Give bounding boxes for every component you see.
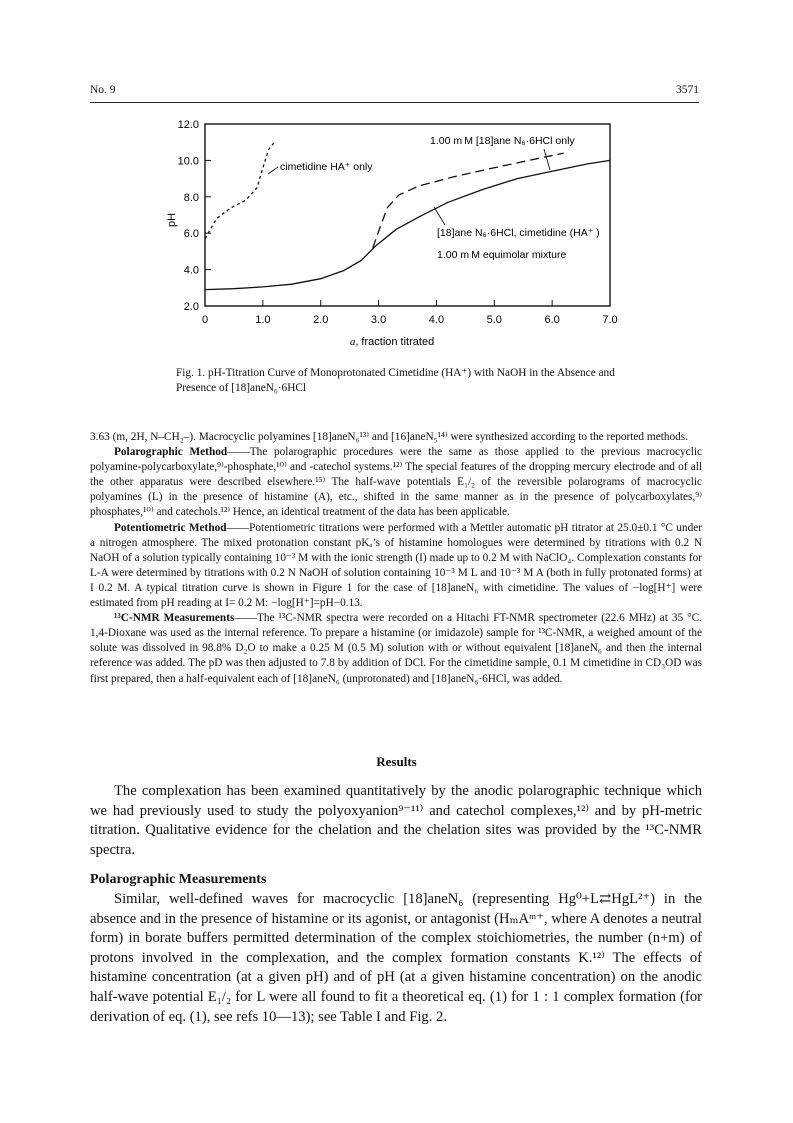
y-axis-label: pH xyxy=(166,212,178,228)
figure-caption: Fig. 1. pH-Titration Curve of Monoprotonated Cimetidine (HA⁺) with NaOH in the Absence and Presence of [18]aneN₆·6HCl xyxy=(176,367,615,394)
results-section xyxy=(90,782,702,1027)
results-heading: Results xyxy=(376,754,417,769)
journal-number: No. 9 xyxy=(90,84,116,96)
methods-para-potentiometric xyxy=(90,521,702,612)
x-axis-symbol: a xyxy=(349,336,356,348)
curves xyxy=(205,142,610,289)
x-tick-label: 3.0 xyxy=(370,314,387,326)
nmr-measurements-text: ——The ¹³C-NMR spectra were recorded on a Hitachi FT-NMR spectrometer (22.6 MHz) at 35 °C. 1,4-Dioxane was used as the internal reference. To prepare a histamine (or imidazole) sample for ¹³C-NMR, a weighed amount of the solute was dissolved in 98.8% D₂O to make a 0.25 M (0.5 M) solution with or without equivalent [18]aneN₆ and then the internal reference was added. The pD was then adjusted to 7.8 by addition of DCl. For the cimetidine sample, 0.1 M cimetidine in CD₃OD was first prepared, then a half-equivalent each of [18]aneN₆ (unprotonated) and [18]aneN₆·6HCl, was added. xyxy=(90,612,702,685)
arrow-cimetidine xyxy=(268,167,278,174)
results-para-intro: The complexation has been examined quantitatively by the anodic polarographic technique which we had previously used to study the polyoxyanion⁹⁻¹¹⁾ and catechol complexes,¹²⁾ and by pH-metric titration. Qualitative evidence for the chelation and the chelation sites was provided by the ¹³C-NMR spectra. xyxy=(90,783,702,858)
y-tick-label: 8.0 xyxy=(183,191,199,204)
x-tick-label: 1.0 xyxy=(255,314,271,326)
x-axis-label xyxy=(350,336,434,348)
arrow-mixture xyxy=(434,207,445,225)
x-tick-label: 2.0 xyxy=(313,314,329,326)
y-tick-label: 12.0 xyxy=(177,119,199,131)
nmr-measurements-heading: ¹³C-NMR Measurements xyxy=(114,612,235,625)
x-tick-label: 4.0 xyxy=(428,314,445,326)
x-tick-label: 5.0 xyxy=(486,314,502,326)
potentiometric-method-heading: Potentiometric Method xyxy=(114,521,227,534)
x-tick-label: 7.0 xyxy=(602,314,618,326)
methods-para-nmr xyxy=(90,611,702,686)
y-tick-label: 4.0 xyxy=(183,264,199,277)
x-tick-label: 0 xyxy=(201,314,209,326)
potentiometric-method-text: ——Potentiometric titrations were performed with a Mettler automatic pH titrator at 25.0±0.1 °C under a nitrogen atmosphere. The mixed protonation constant pKₐ’s of histamine homologues were determined by titrations with 0.2 N NaOH of a solution typically containing 10⁻³ M with the ionic strength (I) made up to 0.2 M with NaClO₄. Complexation constants for L-A were determined by titrations with 0.2 N NaOH of solution containing 10⁻³ M L and 10⁻³ M A (both in fully protonated forms) at I 0.2 M. A typical titration curve is shown in Figure 1 for the case of [18]aneN₆ with cimetidine. The values of −log[H⁺] were estimated from pH reading at I= 0.2 M: −log[H⁺]=pH−0.13. xyxy=(90,521,702,610)
x-tick-label: 6.0 xyxy=(544,314,560,326)
methods-para-synthesis: 3.63 (m, 2H, N–CH₂–). Macrocyclic polyamines [18]aneN₆¹³⁾ and [16]aneN₅¹⁴⁾ were synthesized according to the reported methods. xyxy=(90,431,689,443)
titration-chart xyxy=(140,112,660,352)
annotation-mixture-line1: [18]ane N₆·6HCl, cimetidine (HA⁺ ) xyxy=(437,227,600,239)
methods-para-polarographic xyxy=(90,445,702,520)
plot-frame xyxy=(205,124,610,306)
y-tick-label: 2.0 xyxy=(183,301,199,313)
page-number: 3571 xyxy=(676,84,699,96)
y-tick-label: 10.0 xyxy=(177,155,199,168)
x-ticks xyxy=(202,300,618,326)
annotation-cimetidine: cimetidine HA⁺ only xyxy=(280,161,373,173)
results-para-polarographic: Similar, well-defined waves for macrocyclic [18]aneN₆ (representing Hg⁰+L⇄HgL²⁺) in the absence and in the presence of histamine or its agonist, or antagonist (HₘAᵐ⁺, where A denotes a neutral form) in borate buffers permitted determination of the complex stoichiometries, the number (n+m) of protons involved in the complexation, and the complex formation constants K.¹²⁾ The effects of histamine concentration (at a given pH) and of pH (at a given histamine concentration) on the anodic half-wave potential E₁/₂ for L were all found to fit a theoretical eq. (1) for 1 : 1 complex formation (for derivation of eq. (1), see refs 10—13); see Table I and Fig. 2. xyxy=(90,890,702,1025)
x-axis-text: , fraction titrated xyxy=(355,336,435,348)
annotation-ligand-only: 1.00 m M [18]ane N₆·6HCl only xyxy=(430,135,575,147)
polarographic-method-text: ——The polarographic procedures were the same as those applied to the previous macrocyclic polyamine-polycarboxylate,⁹⁾-phosphate,¹⁰⁾ and -catechol systems.¹²⁾ The special features of the dropping mercury electrode and of all the other apparatus were described elsewhere.¹⁵⁾ The half-wave potentials E₁/₂ of the reversible polarograms of macrocyclic polyamines (L) in the presence of histamine (A), etc., shifted in the same manner as in the presence of polycarboxylates,⁹⁾ phosphates,¹⁰⁾ and catechols.¹²⁾ Hence, an identical treatment of the data has been applicable. xyxy=(90,446,702,519)
y-tick-label: 6.0 xyxy=(183,228,199,241)
polarographic-measurements-heading: Polarographic Measurements xyxy=(90,872,267,888)
curve-cimetidine-only xyxy=(205,142,274,239)
header-rule xyxy=(90,102,699,103)
arrow-ligand-only xyxy=(544,149,550,170)
curve-equimolar-mixture xyxy=(205,160,610,289)
methods-section xyxy=(90,430,702,687)
polarographic-method-heading: Polarographic Method xyxy=(114,446,228,459)
annotation-mixture-line2: 1.00 m M equimolar mixture xyxy=(437,249,567,261)
y-ticks xyxy=(178,119,211,313)
